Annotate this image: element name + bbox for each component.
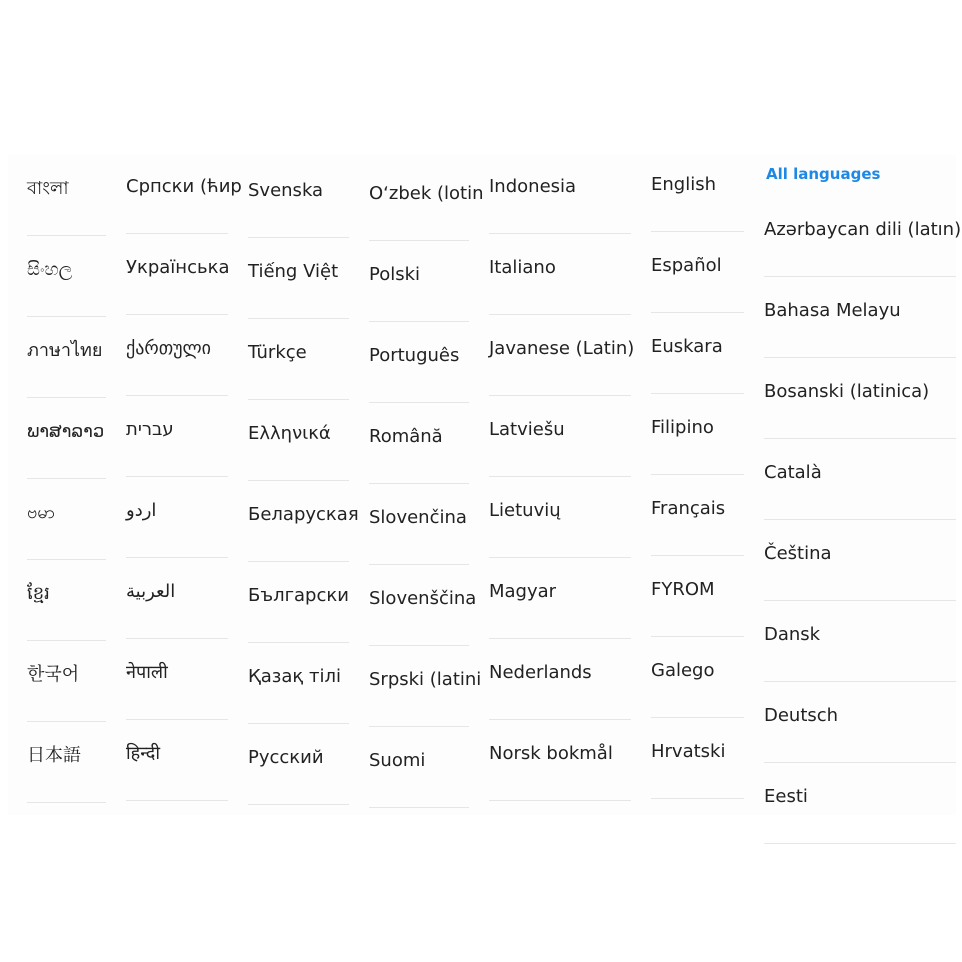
- language-item[interactable]: ພາສາລາວ: [27, 398, 106, 479]
- all-languages-column: [764, 155, 962, 815]
- language-item[interactable]: 한국어: [27, 641, 106, 722]
- language-item[interactable]: Português: [369, 322, 469, 403]
- language-item[interactable]: Español: [651, 232, 744, 313]
- language-item[interactable]: 日本語: [27, 722, 106, 803]
- language-item[interactable]: Српски (ћир: [126, 153, 228, 234]
- language-item[interactable]: العربية: [126, 558, 228, 639]
- language-item[interactable]: हिन्दी: [126, 720, 228, 801]
- language-column-4: [369, 155, 484, 815]
- all-languages-header: All languages: [766, 165, 881, 183]
- language-item[interactable]: Ελληνικά: [248, 400, 349, 481]
- language-item[interactable]: Magyar: [489, 558, 631, 639]
- language-item[interactable]: ဗမာ: [27, 479, 106, 560]
- language-column-2: [126, 155, 242, 815]
- language-item[interactable]: Русский: [248, 724, 349, 805]
- language-item[interactable]: Slovenčina: [369, 484, 469, 565]
- language-item[interactable]: Tiếng Việt: [248, 238, 349, 319]
- all-languages-item[interactable]: Eesti: [764, 763, 956, 844]
- language-item[interactable]: Galego: [651, 637, 744, 718]
- language-item[interactable]: Türkçe: [248, 319, 349, 400]
- language-item[interactable]: Беларуская: [248, 481, 349, 562]
- language-item[interactable]: Srpski (latini: [369, 646, 469, 727]
- language-item[interactable]: Svenska: [248, 157, 349, 238]
- language-item[interactable]: Euskara: [651, 313, 744, 394]
- language-item[interactable]: Slovenščina: [369, 565, 469, 646]
- language-item[interactable]: Қазақ тілі: [248, 643, 349, 724]
- all-languages-item[interactable]: Bahasa Melayu: [764, 277, 956, 358]
- language-item[interactable]: සිංහල: [27, 236, 106, 317]
- all-languages-item[interactable]: Bosanski (latinica): [764, 358, 956, 439]
- language-column-3: [248, 155, 359, 815]
- language-item[interactable]: Italiano: [489, 234, 631, 315]
- all-languages-item[interactable]: Dansk: [764, 601, 956, 682]
- language-item[interactable]: Polski: [369, 241, 469, 322]
- language-item[interactable]: ქართული: [126, 315, 228, 396]
- language-item[interactable]: اردو: [126, 477, 228, 558]
- language-picker-panel: [8, 155, 962, 815]
- language-item[interactable]: नेपाली: [126, 639, 228, 720]
- language-item[interactable]: Українська: [126, 234, 228, 315]
- language-column-6: [651, 155, 744, 815]
- language-item[interactable]: Hrvatski: [651, 718, 744, 799]
- language-item[interactable]: עברית: [126, 396, 228, 477]
- language-item[interactable]: Română: [369, 403, 469, 484]
- language-item[interactable]: Latviešu: [489, 396, 631, 477]
- language-item[interactable]: Filipino: [651, 394, 744, 475]
- language-item[interactable]: Français: [651, 475, 744, 556]
- language-item[interactable]: ภาษาไทย: [27, 317, 106, 398]
- language-item[interactable]: Indonesia: [489, 153, 631, 234]
- language-item[interactable]: English: [651, 151, 744, 232]
- language-column-5: [489, 155, 635, 815]
- language-column-1: [27, 155, 106, 815]
- language-item[interactable]: Oʻzbek (lotin: [369, 160, 469, 241]
- language-item[interactable]: Suomi: [369, 727, 469, 808]
- language-item[interactable]: Nederlands: [489, 639, 631, 720]
- all-languages-item[interactable]: Čeština: [764, 520, 956, 601]
- all-languages-item[interactable]: Català: [764, 439, 956, 520]
- language-item[interactable]: ខ្មែរ: [27, 560, 106, 641]
- language-item[interactable]: Lietuvių: [489, 477, 631, 558]
- language-item[interactable]: Javanese (Latin): [489, 315, 631, 396]
- language-item[interactable]: FYROM: [651, 556, 744, 637]
- language-item[interactable]: Български: [248, 562, 349, 643]
- language-item[interactable]: বাংলা: [27, 155, 106, 236]
- language-item[interactable]: Norsk bokmål: [489, 720, 631, 801]
- all-languages-item[interactable]: Azərbaycan dili (latın): [764, 196, 956, 277]
- all-languages-item[interactable]: Deutsch: [764, 682, 956, 763]
